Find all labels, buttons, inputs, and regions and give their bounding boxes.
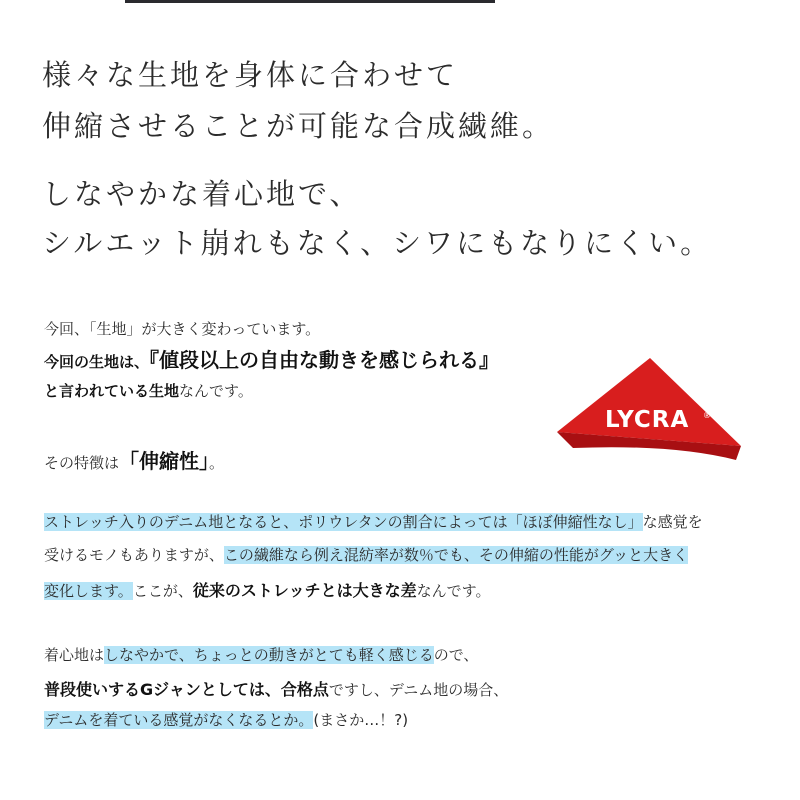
intro-quote: 『値段以上の自由な動きを感じられる』 [149, 348, 500, 372]
comfort-highlight-1: しなやかで、ちょっとの動きがとても軽く感じる [104, 646, 434, 664]
subheadline-line-1: しなやかな着心地で、 [42, 177, 362, 211]
stretch-line-1 [44, 511, 703, 532]
intro-line-1: 今回、「生地」が大きく変わっています。 [44, 320, 321, 338]
stretch-bold-3: 従来のストレッチとは大きな差 [192, 581, 417, 600]
intro-lead: 今回の生地は、 [44, 353, 150, 371]
logo-text: LYCRA [605, 407, 690, 433]
comfort-head-1: 着心地は [44, 646, 105, 664]
intro-tail: なんです。 [179, 382, 253, 400]
lycra-logo [553, 356, 741, 464]
stretch-tail-3: なんです。 [416, 582, 491, 600]
comfort-bold-2: 普段使いするGジャンとしては、合格点 [44, 680, 329, 699]
stretch-highlight-1: ストレッチ入りのデニム地となると、ポリウレタンの割合によっては「ほぼ伸縮性なし」 [44, 513, 643, 531]
headline-line-2: 伸縮させることが可能な合成繊維。 [42, 109, 555, 143]
stretch-head-2: 受けるモノもありますが、 [44, 546, 224, 564]
intro-line-3 [44, 380, 253, 401]
comfort-tail-3: (まさか…！?) [313, 711, 409, 729]
comfort-tail-2: ですし、デニム地の場合、 [328, 681, 509, 699]
logo-registered: ® [703, 411, 711, 420]
stretch-tail-1: な感覚を [642, 513, 703, 531]
top-image-edge [125, 0, 495, 3]
comfort-line-3 [44, 709, 408, 730]
comfort-line-2 [44, 677, 508, 700]
feature-suffix: 。 [209, 454, 225, 472]
feature-value: 「伸縮性」 [119, 449, 210, 473]
intro-line-2 [44, 344, 499, 373]
stretch-line-2 [44, 544, 688, 565]
stretch-line-3 [44, 578, 490, 601]
intro-fabric: と言われている生地 [44, 382, 180, 400]
feature-prefix: その特徴は [44, 454, 120, 472]
headline-line-1: 様々な生地を身体に合わせて [42, 58, 459, 92]
stretch-highlight-2: この繊維なら例え混紡率が数％でも、その伸縮の性能がグッと大きく [223, 546, 689, 564]
comfort-highlight-3: デニムを着ている感覚がなくなるとか。 [44, 711, 314, 729]
stretch-highlight-3: 変化します。 [44, 582, 133, 600]
comfort-line-1 [44, 644, 478, 665]
stretch-mid-3: ここが、 [132, 582, 193, 600]
subheadline-line-2: シルエット崩れもなく、シワにもなりにくい。 [42, 226, 713, 260]
comfort-tail-1: ので、 [433, 646, 479, 664]
feature-line [44, 445, 224, 474]
